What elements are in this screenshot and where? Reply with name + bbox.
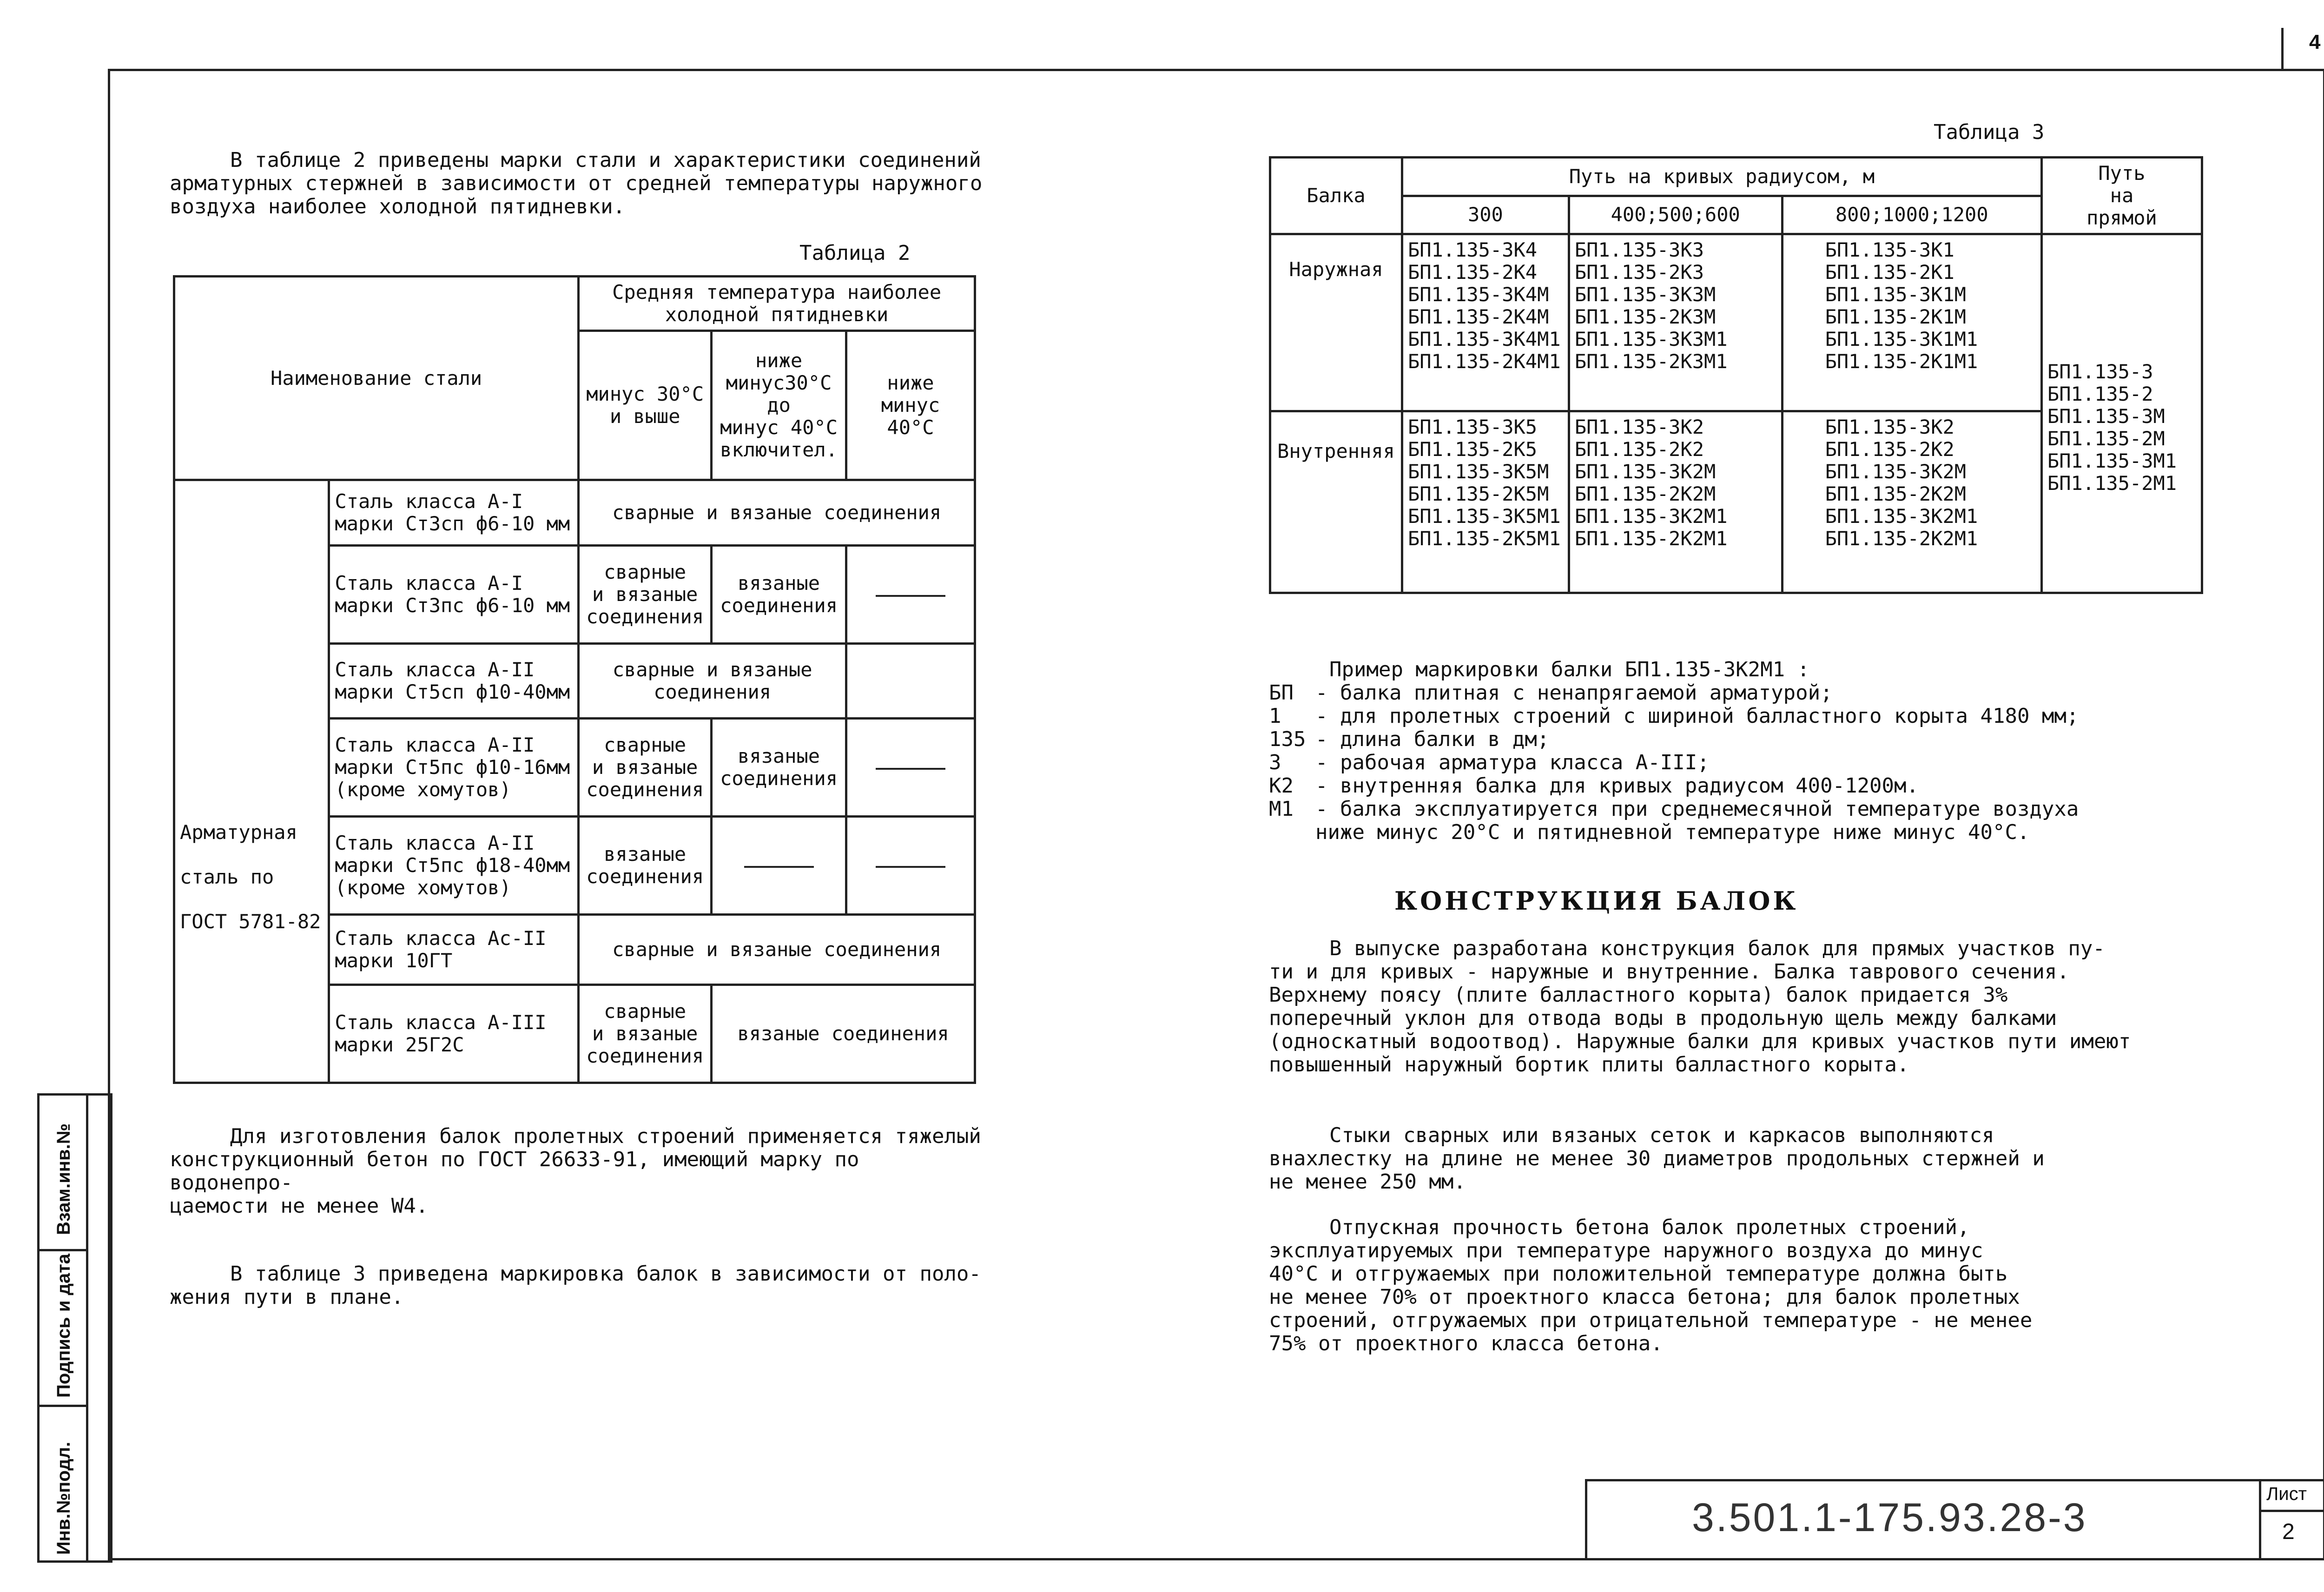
- marking-code: 1: [1269, 704, 1281, 728]
- stamp-label-replacement: Взам.инв.№: [53, 1123, 74, 1235]
- marking-example-row: [1269, 705, 2245, 728]
- concrete-paragraph: Для изготовления балок пролетных строений применяется тяжелый конструкционный бетон по ГОСТ 26633-91, имеющий марку по водонепро- цаемости не менее W4.: [170, 1124, 981, 1218]
- marking-code: 3: [1269, 751, 1281, 774]
- t3-head-straight: Путь на прямой: [2041, 158, 2202, 234]
- t3-inner-800: БП1.135-3К2 БП1.135-2К2 БП1.135-3К2М БП1.135-2К2М БП1.135-3К2М1 БП1.135-2К2М1: [1782, 411, 2041, 593]
- marking-code: 135: [1269, 727, 1306, 751]
- marking-description: - рабочая арматура класса А-III;: [1315, 751, 1710, 774]
- table-2: [173, 275, 976, 1084]
- steel-row-1: Сталь класса А-I марки Ст3сп ф6-10 мм: [329, 480, 579, 546]
- stamp-label-inventory: Инв.№подл.: [53, 1441, 74, 1555]
- construction-paragraph-1: В выпуске разработана конструкция балок для прямых участков пу- ти и для кривых - наружные и внутренние. Балка таврового сечения. Верхнему поясу (плите балластного корыта) балок придается 3% поперечный уклон для отвода воды в продольную щель между балками (односкатный водоотвод). Наружные балки для кривых участков пути имеют повышенный наружный бортик плиты балластного корыта.: [1269, 937, 2131, 1077]
- title-block-sheet-divider: [2259, 1510, 2323, 1512]
- corner-page-number: 4: [2309, 31, 2321, 53]
- t3-outer-label: Наружная: [1270, 234, 1402, 411]
- row4-col1: сварные и вязаные соединения: [579, 719, 712, 817]
- table3-reference-paragraph: В таблице 3 приведена маркировка балок в зависимости от поло- жения пути в плане.: [170, 1262, 981, 1309]
- row4-col3-dash: [846, 719, 975, 817]
- t3-inner-300: БП1.135-3К5 БП1.135-2К5 БП1.135-3К5М БП1.135-2К5М БП1.135-3К5М1 БП1.135-2К5М1: [1402, 411, 1569, 593]
- row5-col2-dash: [712, 817, 846, 915]
- head-steel-name: Наименование стали: [174, 277, 579, 480]
- t3-outer-400: БП1.135-3К3 БП1.135-2К3 БП1.135-3К3М БП1.135-2К3М БП1.135-3К3М1 БП1.135-2К3М1: [1569, 234, 1782, 411]
- row4-col2: вязаные соединения: [712, 719, 846, 817]
- marking-description: - длина балки в дм;: [1315, 727, 1550, 751]
- marking-description: - для пролетных строений с шириной балластного корыта 4180 мм;: [1315, 704, 2079, 728]
- construction-paragraph-2: Стыки сварных или вязаных сеток и каркасов выполняются внахлестку на длине не менее 30 диаметров продольных стержней и не менее 250 мм.: [1269, 1123, 2045, 1194]
- row7-col1: сварные и вязаные соединения: [579, 985, 712, 1083]
- head-col-above-30: минус 30°С и выше: [579, 331, 712, 480]
- stamp-cell-signature: [40, 1251, 88, 1407]
- marking-description: - балка эксплуатируется при среднемесячной температуре воздуха ниже минус 20°С и пятидневной температуре ниже минус 40°С.: [1315, 797, 2079, 844]
- t3-head-curve: Путь на кривых радиусом, м: [1402, 158, 2041, 196]
- document-code: 3.501.1-175.93.28-3: [1692, 1495, 2087, 1540]
- marking-code: К2: [1269, 774, 1294, 798]
- marking-example-row: [1269, 751, 2245, 774]
- row2-col1: сварные и вязаные соединения: [579, 546, 712, 644]
- marking-example-title: Пример маркировки балки БП1.135-3К2М1 :: [1329, 658, 1810, 681]
- marking-example-row: [1269, 728, 2245, 751]
- row7-connections: вязаные соединения: [712, 985, 975, 1083]
- head-temperature: Средняя температура наиболее холодной пятидневки: [579, 277, 975, 331]
- t3-inner-label: Внутренняя: [1270, 411, 1402, 593]
- steel-row-6: Сталь класса Ас-II марки 10ГТ: [329, 915, 579, 985]
- marking-example-list: [1269, 681, 2245, 844]
- table3-caption: Таблица 3: [1934, 120, 2045, 144]
- title-block-divider: [2259, 1479, 2261, 1558]
- stamp-cell-replacement: [40, 1096, 88, 1251]
- steel-row-7: Сталь класса А-III марки 25Г2С: [329, 985, 579, 1083]
- t3-inner-400: БП1.135-3К2 БП1.135-2К2 БП1.135-3К2М БП1.135-2К2М БП1.135-3К2М1 БП1.135-2К2М1: [1569, 411, 1782, 593]
- t3-head-beam: Балка: [1270, 158, 1402, 234]
- table2-caption: Таблица 2: [799, 241, 911, 265]
- marking-description: - внутренняя балка для кривых радиусом 400-1200м.: [1315, 774, 1919, 798]
- row6-connections: сварные и вязаные соединения: [579, 915, 975, 985]
- marking-example-row: [1269, 774, 2245, 798]
- steel-row-3: Сталь класса А-II марки Ст5сп ф10-40мм: [329, 644, 579, 719]
- steel-row-4: Сталь класса А-II марки Ст5пс ф10-16мм (кроме хомутов): [329, 719, 579, 817]
- sheet-number: 2: [2282, 1519, 2295, 1544]
- table-3: [1269, 156, 2203, 594]
- head-col-below-40: ниже минус 40°С: [846, 331, 975, 480]
- stamp-label-signature: Подпись и дата: [53, 1254, 74, 1398]
- marking-example-row: [1269, 681, 2245, 705]
- intro-paragraph: В таблице 2 приведены марки стали и характеристики соединений арматурных стержней в зависимости от средней температуры наружного воздуха наиболее холодной пятидневки.: [170, 148, 983, 218]
- row5-col1: вязаные соединения: [579, 817, 712, 915]
- t3-outer-300: БП1.135-3К4 БП1.135-2К4 БП1.135-3К4М БП1.135-2К4М БП1.135-3К4М1 БП1.135-2К4М1: [1402, 234, 1569, 411]
- corner-tick: [2281, 28, 2284, 69]
- t3-outer-800: БП1.135-3К1 БП1.135-2К1 БП1.135-3К1М БП1.135-2К1М БП1.135-3К1М1 БП1.135-2К1М1: [1782, 234, 2041, 411]
- steel-row-5: Сталь класса А-II марки Ст5пс ф18-40мм (кроме хомутов): [329, 817, 579, 915]
- row1-connections: сварные и вязаные соединения: [579, 480, 975, 546]
- steel-row-2: Сталь класса А-I марки Ст3пс ф6-10 мм: [329, 546, 579, 644]
- row2-col2: вязаные соединения: [712, 546, 846, 644]
- row3-col3-empty: [846, 644, 975, 719]
- t3-radius-300: 300: [1402, 196, 1569, 234]
- frame-top-line: [108, 69, 2324, 71]
- group-rebar-gost: Арматурная сталь по ГОСТ 5781-82: [174, 480, 329, 1083]
- construction-paragraph-3: Отпускная прочность бетона балок пролетных строений, эксплуатируемых при температуре наружного воздуха до минус 40°С и отгружаемых при положительной температуре должна быть не менее 70% от проектного класса бетона; для балок пролетных строений, отгружаемых при отрицательной температуре - не менее 75% от проектного класса бетона.: [1269, 1215, 2033, 1355]
- row2-col3-dash: [846, 546, 975, 644]
- head-col-30-40: ниже минус30°С до минус 40°С включител.: [712, 331, 846, 480]
- row3-connections: сварные и вязаные соединения: [579, 644, 846, 719]
- row5-col3-dash: [846, 817, 975, 915]
- marking-example-row: [1269, 798, 2245, 844]
- marking-code: БП: [1269, 681, 1294, 705]
- marking-description: - балка плитная с ненапрягаемой арматурой;: [1315, 681, 1833, 705]
- section-heading: КОНСТРУКЦИЯ БАЛОК: [1394, 886, 1799, 916]
- t3-radius-400: 400;500;600: [1569, 196, 1782, 234]
- sheet-label: Лист: [2266, 1484, 2307, 1504]
- t3-radius-800: 800;1000;1200: [1782, 196, 2041, 234]
- approval-stamp: [37, 1093, 112, 1563]
- stamp-cell-inventory: [40, 1407, 88, 1560]
- marking-code: М1: [1269, 797, 1294, 821]
- t3-straight-marks: БП1.135-3 БП1.135-2 БП1.135-3М БП1.135-2М БП1.135-3М1 БП1.135-2М1: [2041, 234, 2202, 593]
